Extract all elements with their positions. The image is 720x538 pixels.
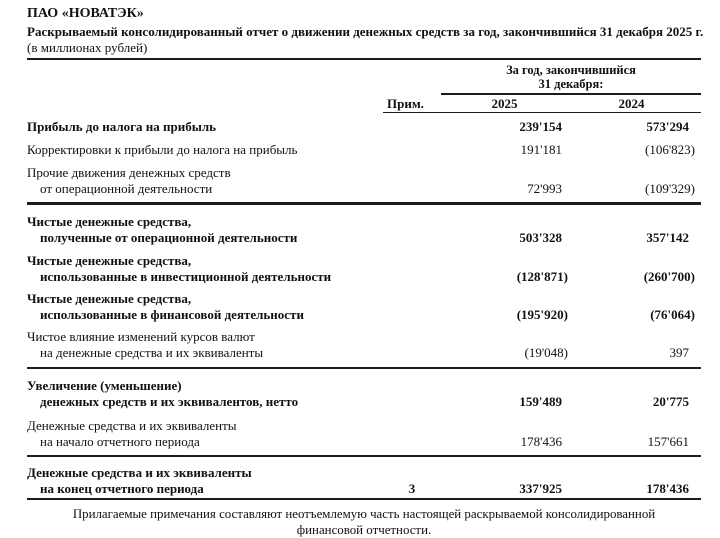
table-row [27,119,701,135]
row-label-line: на денежные средства и их эквиваленты [40,344,264,360]
value-2025: 72'993 [527,181,562,196]
value-2025: 178'436 [520,434,562,449]
value-2025: 503'328 [519,229,562,245]
row-label [27,465,383,497]
row-label-line: от операционной деятельности [40,181,213,196]
value-2024: 357'142 [646,229,689,245]
note-cell [383,214,441,246]
divider [27,367,701,370]
value-2024: (106'823) [644,142,695,157]
value-2024: 178'436 [646,480,689,496]
value-2025: 239'154 [519,119,562,134]
row-label [27,291,383,323]
row-label [27,253,383,285]
divider [27,498,701,501]
value-2024: (76'064) [650,306,695,322]
row-label-line: Чистое влияние изменений курсов валют [27,328,255,344]
table-header [27,60,701,113]
value-2025: (195'920) [516,306,568,322]
divider [27,202,701,205]
row-label-line: Прибыль до налога на прибыль [27,119,217,134]
note-cell [383,418,441,450]
note-cell [383,253,441,285]
row-label-line: Увеличение (уменьшение) [27,378,182,393]
column-header-row [383,95,701,112]
value-2024: (260'700) [643,268,695,284]
period-header-line2: 31 декабря: [538,77,604,91]
row-label-line: Корректировки к прибыли до налога на прибыль [27,142,298,157]
notes-footer: Прилагаемые примечания составляют неотъемлемую часть настоящей раскрываемой консолидированной финансовой отчетности. [72,507,656,537]
year-2024-header: 2024 [618,95,645,111]
table-header-spacer [27,60,383,113]
value-2024: 397 [669,344,689,360]
note-cell [383,378,441,410]
row-label-line: Денежные средства и их эквиваленты [27,418,237,433]
table-row [27,142,701,158]
period-header-block [441,60,701,95]
row-label [27,378,383,410]
period-header-line1: За год, закончившийся [506,63,636,77]
divider [383,112,701,114]
units-note: (в миллионах рублей) [27,40,148,55]
row-label-line: на начало отчетного периода [40,434,200,449]
period-header [441,63,701,91]
row-label [27,142,383,158]
table-header-right [383,60,701,113]
row-label-line: Чистые денежные средства, [27,213,192,229]
value-2024: 20'775 [652,394,689,409]
note-cell [383,142,441,158]
table-row [27,253,701,285]
row-label [27,119,383,135]
table-row [27,418,701,450]
row-label [27,418,383,450]
divider [27,455,701,457]
row-label-line: полученные от операционной деятельности [40,229,298,245]
value-2025: 191'181 [520,142,562,157]
row-label-line: Чистые денежные средства, [27,290,192,306]
table-row [27,291,701,323]
note-cell [383,291,441,323]
row-label-line: Чистые денежные средства, [27,252,192,268]
row-label-line: Прочие движения денежных средств [27,165,231,180]
note-cell [383,119,441,135]
row-label-line: использованные в финансовой деятельности [40,306,304,322]
note-cell [383,329,441,361]
table-row [27,165,701,197]
row-label-line: на конец отчетного периода [40,480,204,496]
table-row [27,214,701,246]
report-title: Раскрываемый консолидированный отчет о движении денежных средств за год, закончившийся 31 декабря 2025 г. [27,24,704,39]
year-2025-header: 2025 [491,95,518,111]
value-2024: 157'661 [647,434,689,449]
row-label [27,329,383,361]
value-2025: (19'048) [524,344,568,360]
row-label [27,165,383,197]
value-2024: (109'329) [644,181,695,196]
table-row [27,465,701,497]
table-row [27,329,701,361]
note-cell [383,165,441,197]
row-label-line: денежных средств и их эквивалентов, нетто [40,394,299,409]
row-label-line: Денежные средства и их эквиваленты [27,464,252,480]
row-label [27,214,383,246]
value-2025: 337'925 [519,480,562,496]
row-label-line: использованные в инвестиционной деятельности [40,268,332,284]
value-2024: 573'294 [646,119,689,134]
note-column-header: Прим. [387,95,424,111]
table-row [27,378,701,410]
value-2025: (128'871) [516,268,568,284]
value-2025: 159'489 [519,394,562,409]
company-name: ПАО «НОВАТЭК» [27,6,144,21]
note-cell: 3 [408,480,416,496]
